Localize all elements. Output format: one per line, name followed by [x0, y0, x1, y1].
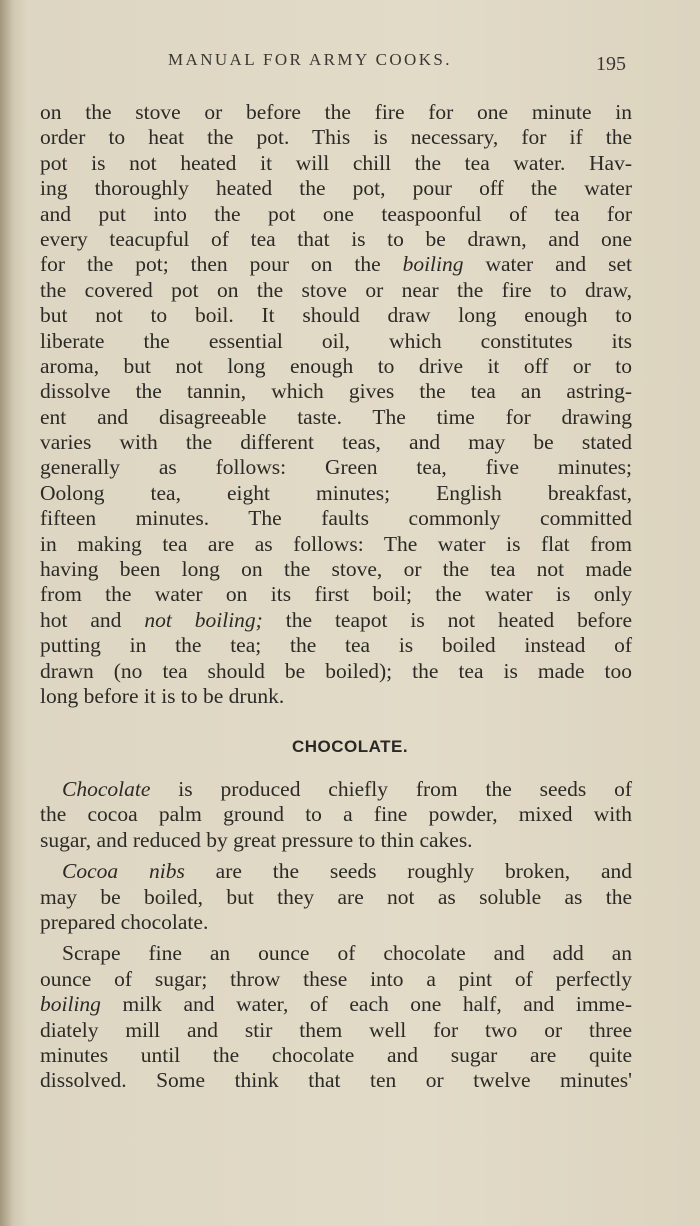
- italic-text: not boiling;: [144, 607, 263, 632]
- italic-text: Cocoa nibs: [62, 859, 185, 884]
- text-line: on the stove or before the fire for one minute in: [40, 100, 632, 124]
- text-fragment: are the seeds roughly broken, and: [184, 859, 632, 884]
- page-number: 195: [596, 53, 626, 75]
- text-line: prepared chocolate.: [40, 909, 209, 934]
- italic-text: boiling: [40, 992, 101, 1017]
- text-line: may be boiled, but they are not as soluble as the: [40, 884, 632, 909]
- tea-instructions-paragraph: [40, 100, 632, 709]
- text-line-with-italic: [40, 992, 632, 1017]
- page-header: [0, 50, 700, 80]
- cocoa-nibs-paragraph: [40, 859, 632, 935]
- text-line: and put into the pot one teaspoonful of tea for: [40, 201, 632, 226]
- text-line: in making tea are as follows: The water is flat from: [40, 531, 632, 556]
- text-line: liberate the essential oil, which constitutes its: [40, 328, 632, 353]
- text-line: fifteen minutes. The faults commonly committed: [40, 506, 632, 531]
- text-line: having been long on the stove, or the tea not made: [40, 557, 632, 582]
- page-gutter-shadow: [0, 0, 14, 1226]
- italic-text: boiling: [402, 252, 464, 277]
- text-line: ounce of sugar; throw these into a pint of perfectly: [40, 966, 632, 991]
- text-line: putting in the tea; the tea is boiled instead of: [40, 633, 632, 658]
- text-line: but not to boil. It should draw long enough to: [40, 303, 632, 328]
- text-line-with-italic: [40, 777, 632, 802]
- chocolate-paragraph: [40, 777, 632, 853]
- text-line: ent and disagreeable taste. The time for drawing: [40, 404, 632, 429]
- text-line: from the water on its first boil; the water is only: [40, 582, 632, 607]
- section-heading: CHOCOLATE.: [291, 737, 409, 756]
- text-fragment: milk and water, of each one half, and imme-: [100, 992, 632, 1017]
- text-line: order to heat the pot. This is necessary, for if the: [40, 125, 632, 150]
- text-line: diately mill and stir them well for two or three: [40, 1017, 632, 1042]
- text-line: the cocoa palm ground to a fine powder, mixed with: [40, 802, 632, 827]
- text-line: drawn (no tea should be boiled); the tea is made too: [40, 658, 632, 683]
- text-line: sugar, and reduced by great pressure to thin cakes.: [40, 827, 473, 852]
- text-line: ing thoroughly heated the pot, pour off the water: [40, 176, 632, 201]
- text-line: dissolved. Some think that ten or twelve minutes': [40, 1068, 632, 1093]
- text-line: Scrape fine an ounce of chocolate and add an: [62, 941, 632, 966]
- text-line: aroma, but not long enough to drive it off or to: [40, 353, 632, 378]
- text-line: every teacupful of tea that is to be drawn, and one: [40, 226, 632, 251]
- text-line-with-italic: [40, 859, 632, 884]
- chocolate-recipe-paragraph: [40, 941, 632, 1093]
- text-line: dissolve the tannin, which gives the tea an astring-: [40, 379, 632, 404]
- text-line-with-italic: hot and not boiling; the teapot is not heated before: [40, 607, 632, 632]
- text-line: generally as follows: Green tea, five minutes;: [40, 455, 632, 480]
- italic-text: Chocolate: [62, 777, 151, 801]
- text-line: minutes until the chocolate and sugar are quite: [40, 1042, 632, 1067]
- text-line: varies with the different teas, and may be stated: [40, 430, 632, 455]
- text-line: Oolong tea, eight minutes; English breakfast,: [40, 480, 632, 505]
- text-line-with-italic: for the pot; then pour on the boiling water and set: [40, 252, 632, 277]
- text-line: pot is not heated it will chill the tea water. Hav-: [40, 150, 632, 175]
- text-fragment: is produced chiefly from the seeds of: [150, 777, 632, 801]
- chocolate-section: [40, 777, 632, 1094]
- running-head: MANUAL FOR ARMY COOKS.: [168, 50, 452, 69]
- text-line: long before it is to be drunk.: [40, 683, 285, 708]
- text-line: the covered pot on the stove or near the fire to draw,: [40, 277, 632, 302]
